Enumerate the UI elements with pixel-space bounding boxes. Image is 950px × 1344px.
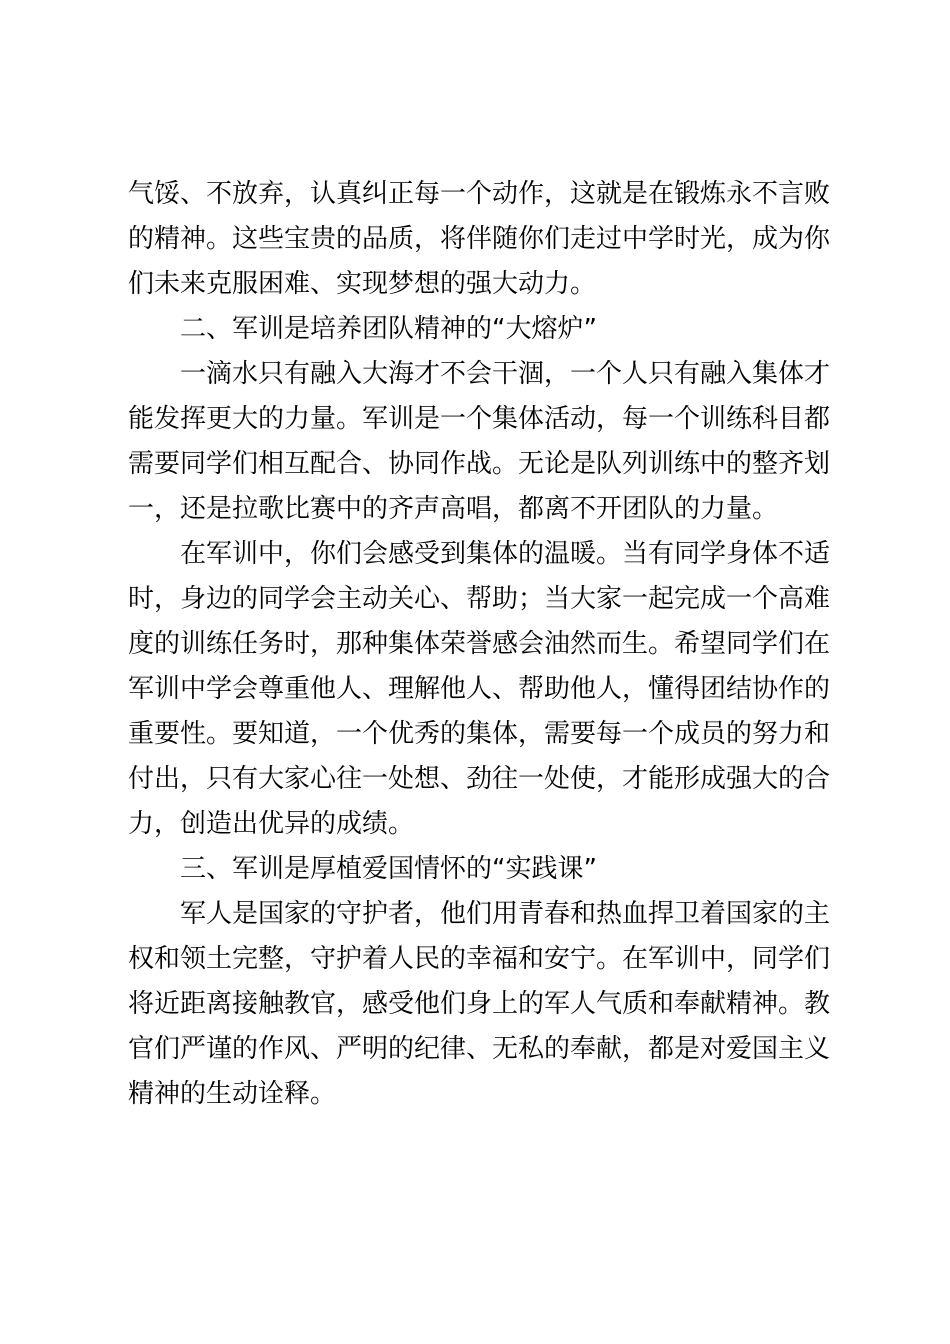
paragraph-patriotism: 军人是国家的守护者，他们用青春和热血捍卫着国家的主权和领土完整，守护着人民的幸福和安宁。在军训中，同学们将近距离接触教官，感受他们身上的军人气质和奉献精神。教官们严谨的作风、严明的纪律、无私的奉献，都是对爱国主义精神的生动诠释。 <box>128 899 831 1109</box>
paragraph-continuation: 气馁、不放弃，认真纠正每一个动作，这就是在锻炼永不言败的精神。这些宝贵的品质，将伴随你们走过中学时光，成为你们未来克服困难、实现梦想的强大动力。 <box>128 179 831 299</box>
section-heading-three: 三、军训是厚植爱国情怀的“实践课” <box>180 854 597 884</box>
paragraph-teamwork-detail: 在军训中，你们会感受到集体的温暖。当有同学身体不适时，身边的同学会主动关心、帮助；当大家一起完成一个高难度的训练任务时，那种集体荣誉感会油然而生。希望同学们在军训中学会尊重他人、理解他人、帮助他人，懂得团结协作的重要性。要知道，一个优秀的集体，需要每一个成员的努力和付出，只有大家心往一处想、劲往一处使，才能形成强大的合力，创造出优异的成绩。 <box>128 539 831 839</box>
paragraph-teamwork-intro: 一滴水只有融入大海才不会干涸，一个人只有融入集体才能发挥更大的力量。军训是一个集体活动，每一个训练科目都需要同学们相互配合、协同作战。无论是队列训练中的整齐划一，还是拉歌比赛中的齐声高唱，都离不开团队的力量。 <box>128 359 831 524</box>
document-body <box>128 172 830 1117</box>
section-heading-two: 二、军训是培养团队精神的“大熔炉” <box>180 314 597 344</box>
